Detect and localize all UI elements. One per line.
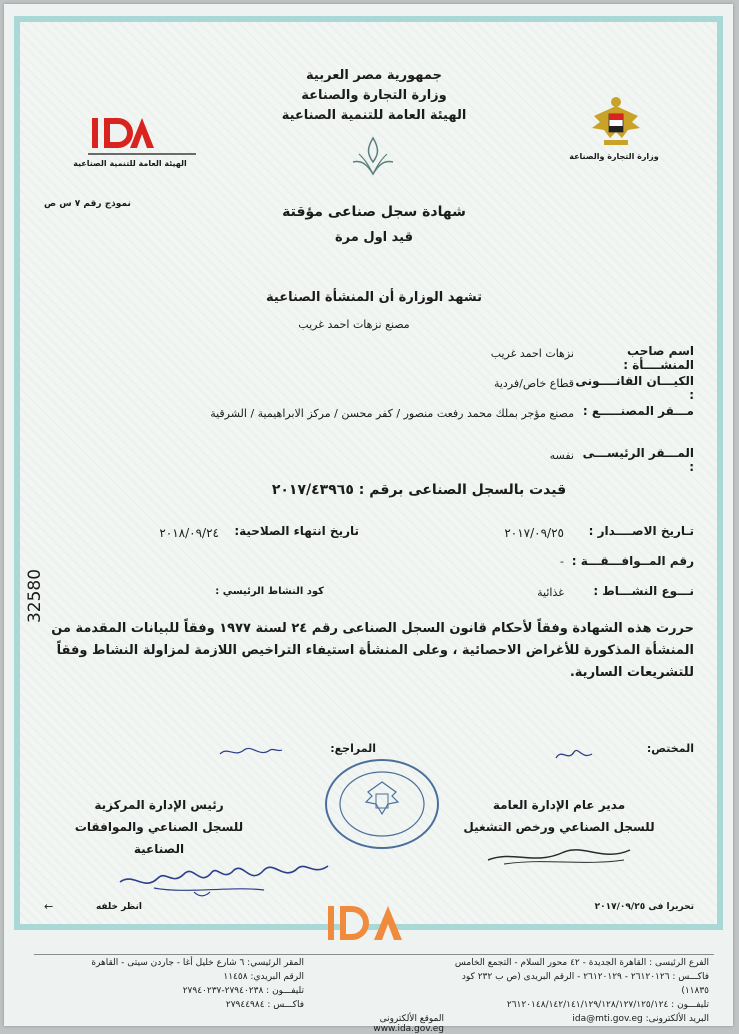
activity-type-value: غذائية (537, 586, 564, 599)
facility-name: مصنع نزهات احمد غريب (298, 318, 410, 331)
factory-location-label: مـــقر المصنـــــع : (582, 404, 694, 418)
ida-watermark-logo-icon (322, 902, 412, 948)
expiry-date-value: ٢٠١٨/٠٩/٢٤ (159, 526, 219, 540)
general-manager-title-line1: مدير عام الإدارة العامة (492, 798, 626, 812)
title-block (234, 202, 514, 254)
ornament-icon (349, 134, 397, 182)
footer-right-line: فاكـــس : ٢٦١٢٠١٢٦ - ٢٦١٢٠١٢٩ - الرقم البريدى (ص ب ٢٣٢ كود ١١٨٣٥) (461, 972, 709, 996)
general-manager-title (434, 794, 684, 838)
footer-right-line: البريد الألكترونى: ida@mti.gov.eg (572, 1014, 709, 1024)
ida-caption: الهيئة العامة للتنمية الصناعية (73, 159, 187, 168)
ministry-header (204, 66, 544, 126)
certificate-title: شهادة سجل صناعى مؤقتة (282, 204, 466, 220)
footer-left-line: الرقم البريدي: ١١٤٥٨ (223, 972, 304, 982)
footer-main-branch (449, 956, 709, 1026)
footer-right-line: تليفـــون : ٢٦١٢٠١٤٨/١٤٢/١٤١/١٢٩/١٢٨/١٢٧/١٢٥/١٢٤ (506, 1000, 709, 1010)
footer-left-line: تليفـــون : ٢٧٩٤٠٢٣٨-٢٧٩٤٠٢٣٧ (182, 986, 304, 996)
registration-number: قيدت بالسجل الصناعى برقم : ٢٠١٧/٤٣٩٦٥ (271, 482, 567, 498)
certificate-paper (4, 4, 733, 1034)
ministry-certifies-text: تشهد الوزارة أن المنشأة الصناعية (266, 290, 482, 305)
form-number: نموذج رقم ٧ س ص (44, 199, 131, 209)
owner-value: نزهات احمد غريب (490, 347, 574, 360)
ministry-name: وزارة التجارة والصناعة (301, 88, 447, 103)
legal-statement: حررت هذه الشهادة وفقاً لأحكام قانون السجل الصناعى رقم ٢٤ لسنة ١٩٧٧ وفقاً للبيانات المقدمة من المنشأة المذكورة للأغراض الاحصائية ، وعلى المنشأة استيفاء التراخيص اللازمة لمزاولة النشاط وفقاً للتشريعات السارية. (51, 621, 694, 680)
reviewer-signature-icon (216, 744, 286, 760)
country-name: جمهورية مصر العربية (306, 68, 442, 83)
footer-right-line: الفرع الرئيسى : القاهرة الجديدة - ٤٢ محور السلام - التجمع الخامس (454, 958, 709, 968)
issue-date-value: ٢٠١٧/٠٩/٢٥ (504, 526, 564, 540)
authority-name: الهيئة العامة للتنمية الصناعية (281, 108, 467, 123)
central-admin-head-title (54, 794, 264, 860)
footer-divider (34, 954, 714, 955)
legal-entity-value: قطاع خاص/فردية (493, 377, 574, 390)
central-admin-signature-icon (114, 852, 334, 900)
factory-location-value: مصنع مؤجر بملك محمد رفعت منصور / كفر محسن / مركز الابراهيمية / الشرقية (210, 407, 574, 420)
footer-left-line: فاكـــس : ٢٧٩٤٤٩٨٤ (225, 1000, 304, 1010)
approval-number-label: رقم المــوافـــقـــة : (571, 554, 694, 568)
footer-headquarters (34, 956, 304, 1012)
general-manager-title-line2: للسجل الصناعي ورخص التشغيل (463, 820, 655, 834)
issue-date-label: تـاريخ الاصــــدار : (588, 524, 694, 538)
headquarters-value: نفسه (549, 449, 574, 462)
ministry-caption: وزارة التجارة والصناعة (569, 152, 659, 161)
official-stamp-icon (322, 756, 442, 852)
serial-number: 32580 (25, 568, 45, 624)
central-admin-head-title-line1: رئيس الإدارة المركزية (94, 798, 224, 812)
legal-entity-label: الكيـــان القانــــونى : (575, 374, 694, 402)
specialist-signature-icon (552, 744, 602, 764)
certificate-subtitle: قيد اول مرة (334, 230, 413, 245)
footer-left-line: المقر الرئيسي: ٦ شارع خليل أغا - جاردن سيتى - القاهرة (91, 958, 304, 968)
specialist-label: المختص: (646, 742, 694, 755)
general-manager-signature-icon (484, 840, 634, 870)
see-back-note: انظر خلفه (95, 902, 142, 912)
eagle-emblem-icon (586, 92, 646, 152)
arrow-left-icon: ← (44, 900, 54, 913)
footer-website: الموقع الألكترونى www.ida.gov.eg (373, 1014, 444, 1034)
activity-type-label: نـــوع النشـــاط : (593, 584, 694, 598)
reviewer-label: المراجع: (330, 742, 376, 755)
main-activity-code-label: كود النشاط الرئيسي : (215, 586, 324, 597)
central-admin-head-title-line2: للسجل الصناعي والموافقات الصناعية (74, 820, 244, 856)
written-on-date: تحريرا فى ٢٠١٧/٠٩/٢٥ (594, 902, 694, 912)
headquarters-label: المـــقر الرئيســـى : (582, 446, 694, 474)
approval-number-value: - (560, 555, 564, 568)
owner-label: اسم صاحب المنشــــأة : (623, 344, 694, 372)
expiry-date-label: تاريخ انتهاء الصلاحية: (234, 524, 359, 538)
